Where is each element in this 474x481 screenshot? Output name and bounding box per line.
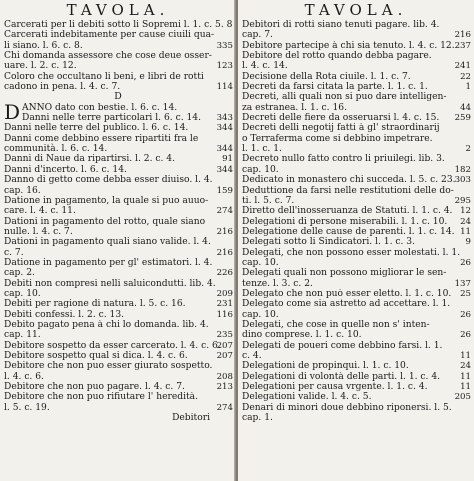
index-entry (4, 341, 233, 351)
index-entry-page-number: 207 (216, 351, 233, 361)
index-entry (22, 103, 233, 124)
index-entry-page-number: 24 (460, 216, 471, 227)
index-entry-page-number: 26 (460, 330, 471, 341)
index-entry-line: Danni di Naue da ripartirsi. l. 2. c. 4. (4, 154, 175, 165)
index-entry-page-number: 91 (222, 154, 233, 165)
index-entry-line: Danni come debbino essere ripartiti fra le (4, 133, 199, 144)
index-entry-line: Debitore che non puo pagare. l. 4. c. 7. (4, 382, 185, 393)
index-entry-line: Delegati sotto li Sindicatori. l. 1. c. 3. (242, 237, 415, 248)
index-entry-line: Debiti non compresi nelli saluicondutti. lib. 4. (4, 278, 216, 289)
index-entry-line: c. 4. (242, 351, 262, 361)
index-entry (242, 227, 471, 237)
catchword: Debitori (172, 413, 210, 424)
index-entry-page-number: 241 (454, 61, 471, 72)
index-entry-line: Dationi in pagamento del rotto, quale siano (4, 216, 206, 227)
index-entry-line: Delegationi di persone miserabili. l. 1. c. 10. (242, 216, 448, 227)
drop-initial: D (4, 99, 21, 124)
index-entry (4, 134, 233, 155)
index-entry (242, 403, 471, 424)
index-entry-page-number: 2 (465, 144, 471, 155)
index-entry (242, 289, 471, 299)
index-entry (4, 30, 233, 51)
index-entry-line: Debitore che non puo rifiutare l' heredità. (4, 392, 198, 403)
index-entry-line: Denari di minori doue debbino riponersi. l. 5. (242, 402, 452, 413)
index-entry-page-number: 159 (216, 185, 233, 196)
index-entry-line: Delegationi de propinqui. l. 1. c. 10. (242, 361, 409, 372)
index-entry-line: l. 4. c. 14. (242, 61, 288, 72)
index-entry-line: Datione in pagamento, la quale si puo auuo- (4, 195, 209, 206)
index-entry-line: Decreti delli negotij fatti à gl' straordinarij (242, 123, 440, 134)
index-entry-line: Decreti, alli quali non si puo dare intelligen- (242, 92, 447, 103)
index-entry (242, 175, 471, 185)
index-entry-page-number: 12 (460, 206, 471, 217)
index-entry (4, 154, 233, 164)
index-entry (4, 20, 233, 30)
index-entry-line: cap. 11. (4, 330, 41, 341)
index-entry-line: Debitore sospetto da esser carcerato. l. 4. c. 6. (4, 340, 221, 351)
index-entry-page-number: 335 (216, 40, 233, 51)
right-page-title: TAVOLA. (304, 1, 408, 19)
index-entry (4, 279, 233, 300)
index-entry-page-number: 182 (454, 164, 471, 175)
index-entry-page-number: 11 (460, 382, 471, 393)
index-entry-page-number: 209 (216, 288, 233, 299)
index-entry-page-number: 123 (216, 61, 233, 72)
index-entry (4, 51, 233, 72)
index-entry-line: Debito pagato pena à chi lo domanda. lib. 4. (4, 319, 209, 330)
index-entry-page-number: 22 (460, 71, 471, 82)
index-entry-page-number: 11 (460, 351, 471, 361)
index-entry-line: ANNO dato con bestie. l. 6. c. 14. (22, 102, 178, 113)
index-entry (242, 268, 471, 289)
left-page (0, 0, 236, 481)
index-entry-line: care. l. 4. c. 11. (4, 206, 76, 217)
index-entry-line: za estranea. l. 1. c. 16. (242, 102, 347, 113)
left-index-after-list (4, 99, 233, 413)
index-entry (4, 351, 233, 361)
index-entry-page-number: 226 (216, 268, 233, 279)
index-entry-page-number: 237 (454, 40, 471, 51)
index-entry-page-number: 26 (460, 257, 471, 268)
right-index (238, 20, 474, 423)
index-entry-line: Delegati, che cose in quelle non s' inten- (242, 319, 430, 330)
index-entry-line: cap. 10. (242, 164, 279, 175)
index-entry-line: Debitore sospetto qual si dica. l. 4. c. 6. (4, 351, 188, 361)
index-entry-line: ti. l. 5. c. 7. (242, 195, 295, 206)
index-entry-page-number: 44 (460, 102, 471, 113)
index-entry-line: Danni nelle terre del publico. l. 6. c. 14. (4, 123, 189, 134)
index-entry-page-number: 303 (454, 175, 471, 186)
index-entry-page-number: 205 (454, 392, 471, 403)
index-entry-line: Datione in pagamento per gl' estimatori. l. 4. (4, 257, 213, 268)
index-entry (242, 72, 471, 82)
index-entry-line: Decisione della Rota ciuile. l. 1. c. 7. (242, 71, 411, 82)
index-entry-line: Delegationi valide. l. 4. c. 5. (242, 392, 372, 403)
index-entry-page-number: 24 (460, 361, 471, 372)
index-entry (4, 123, 233, 133)
index-entry-line: cap. 16. (4, 185, 41, 196)
index-entry (4, 165, 233, 175)
index-entry (242, 237, 471, 247)
index-entry (242, 217, 471, 227)
index-entry-line: Debiti per ragione di natura. l. 5. c. 16. (4, 299, 186, 310)
index-entry (4, 258, 233, 279)
index-entry-page-number: 216 (216, 226, 233, 237)
index-entry-line: Carcerati per li debiti sotto li Sopremi l. 1. c. 5. 8 (4, 20, 233, 30)
index-entry (4, 361, 233, 382)
index-entry-line: Debitori di rotti siano tenuti pagare. lib. 4. (242, 20, 440, 30)
index-entry (242, 372, 471, 382)
index-entry (4, 299, 233, 309)
index-entry-line: tenze. l. 3. c. 2. (242, 278, 313, 289)
index-entry-page-number: 137 (454, 278, 471, 289)
index-entry-line: l. 1. c. 1. (242, 144, 282, 155)
index-entry-line: Debitore che non puo esser giurato sospetto. (4, 361, 213, 372)
index-entry-page-number: 231 (216, 299, 233, 310)
index-entry-line: uare. l. 2. c. 12. (4, 61, 77, 72)
index-entry-line: Dationi in pagamento quali siano valide. l. 4. (4, 237, 211, 248)
index-entry-page-number: 1 (465, 82, 471, 93)
index-entry-line: l. 4. c. 6. (4, 371, 44, 382)
index-entry (242, 186, 471, 207)
index-entry-line: Decreti da farsi citata la parte. l. 1. c. 1. (242, 82, 428, 93)
index-entry-line: Decreto nullo fatto contro li priuilegi. lib. 3. (242, 154, 445, 165)
index-entry (4, 217, 233, 238)
index-entry-line: Diretto dell'inosseruanza de Statuti. l. 1. c. 4. (242, 206, 453, 217)
index-entry-line: nulle. l. 4. c. 7. (4, 226, 73, 237)
index-entry (242, 123, 471, 154)
index-entry-line: o Terraferma come si debbino impetrare. (242, 133, 433, 144)
index-entry-page-number: 344 (216, 123, 233, 134)
index-entry-line: c. 7. (4, 247, 24, 258)
index-entry (242, 206, 471, 216)
index-entry (4, 382, 233, 392)
index-entry-page-number: 343 (216, 113, 233, 124)
index-entry-line: Delegationi di volontà delle parti. l. 1. c. 4. (242, 371, 441, 382)
index-entry-line: Decreti delle fiere da osseruarsi l. 4. c. 15. (242, 113, 440, 124)
left-index-after (0, 99, 236, 413)
index-entry-page-number: 216 (454, 30, 471, 41)
index-entry-page-number: 344 (216, 144, 233, 155)
index-entry-line: Chi domanda assessore che cose deue osser- (4, 51, 212, 62)
index-entry-line: li siano. l. 6. c. 8. (4, 40, 83, 51)
index-entry-line: dino comprese. l. 1. c. 10. (242, 330, 362, 341)
index-entry-line: Danni d'incerto. l. 6. c. 14. (4, 164, 127, 175)
index-entry (4, 310, 233, 320)
index-entry-line: Delegato come sia astretto ad accettare. l. 1. (242, 299, 451, 310)
index-entry-page-number: 11 (460, 371, 471, 382)
index-entry (242, 299, 471, 320)
index-entry-page-number: 274 (216, 402, 233, 413)
index-entry (4, 175, 233, 196)
index-entry-line: cap. 7. (242, 30, 273, 41)
index-entry-line: cap. 2. (4, 268, 35, 279)
index-entry-line: Delegati quali non possono migliorar le sen- (242, 268, 447, 279)
index-entry-line: Carcerati indebitamente per cause ciuili qua- (4, 30, 215, 41)
index-entry-page-number: 25 (460, 288, 471, 299)
index-entry-line: cap. 10. (4, 288, 41, 299)
index-entry-page-number: 259 (454, 113, 471, 124)
index-entry (4, 196, 233, 217)
right-page (238, 0, 474, 481)
index-entry-page-number: 116 (216, 309, 233, 320)
index-entry-line: Delegationi per causa vrgente. l. 1. c. 4. (242, 382, 428, 393)
index-entry-line: Coloro che occultano li beni, e libri de rotti (4, 71, 204, 82)
index-entry-line: Delegati de poueri come debbino farsi. l. 1. (242, 340, 443, 351)
index-entry (242, 392, 471, 402)
index-entry-line: cadono in pena. l. 4. c. 7. (4, 82, 121, 93)
index-entry (242, 361, 471, 371)
index-entry-line: cap. 1. (242, 413, 273, 424)
index-entry (242, 320, 471, 341)
index-entry-page-number: 114 (216, 82, 233, 93)
index-entry-line: l. 5. c. 19. (4, 402, 50, 413)
index-entry-page-number: 9 (465, 237, 471, 248)
index-entry-page-number: 208 (216, 371, 233, 382)
index-entry-line: Delegatione delle cause de parenti. l. 1. c. 14. (242, 226, 455, 237)
index-entry-line: Debitore partecipe à chi sia tenuto. l. 4. c. 12. (242, 40, 455, 51)
section-letter: D (114, 91, 122, 103)
index-entry (242, 341, 471, 362)
index-entry-page-number: 344 (216, 164, 233, 175)
index-entry (4, 237, 233, 258)
index-entry-line: Danno di getto come debba esser diuiso. l. 4. (4, 175, 213, 186)
index-entry (4, 72, 233, 93)
index-entry-line: Deduttione da farsi nelle restitutioni delle do- (242, 185, 454, 196)
index-entry-page-number: 26 (460, 309, 471, 320)
index-entry-line: Debitore del rotto quando debba pagare. (242, 51, 432, 62)
index-entry (242, 51, 471, 72)
index-entry (242, 154, 471, 175)
index-entry-line: cap. 10. (242, 257, 279, 268)
index-entry-page-number: 295 (454, 195, 471, 206)
index-entry (242, 41, 471, 51)
index-entry-page-number: 11 (460, 226, 471, 237)
index-entry-line: communità. l. 6. c. 14. (4, 144, 108, 155)
index-entry-page-number: 207 (216, 340, 233, 351)
index-entry (242, 92, 471, 113)
left-index-before (0, 20, 236, 92)
index-entry-line: cap. 10. (242, 309, 279, 320)
index-entry (242, 382, 471, 392)
index-entry-line: Delegato che non può esser eletto. l. 1. c. 10. (242, 288, 452, 299)
index-entry (4, 320, 233, 341)
index-entry (4, 392, 233, 413)
index-entry-page-number: 216 (216, 247, 233, 258)
index-entry (242, 20, 471, 41)
index-entry (242, 113, 471, 123)
index-entry-page-number: 213 (216, 382, 233, 393)
left-page-title: TAVOLA. (66, 1, 170, 19)
index-entry (242, 248, 471, 269)
index-entry-line: Danni nelle terre particolari l. 6. c. 14. (22, 113, 202, 124)
index-entry-line: Debiti confessi. l. 2. c. 13. (4, 309, 125, 320)
index-entry (242, 82, 471, 92)
index-entry-page-number: 235 (216, 330, 233, 341)
index-entry-page-number: 274 (216, 206, 233, 217)
index-entry-line: Dedicato in monastero chi succeda. l. 5. c. 23. (242, 175, 456, 186)
index-entry-line: Delegati, che non possono esser molestati. l. 1. (242, 247, 461, 258)
